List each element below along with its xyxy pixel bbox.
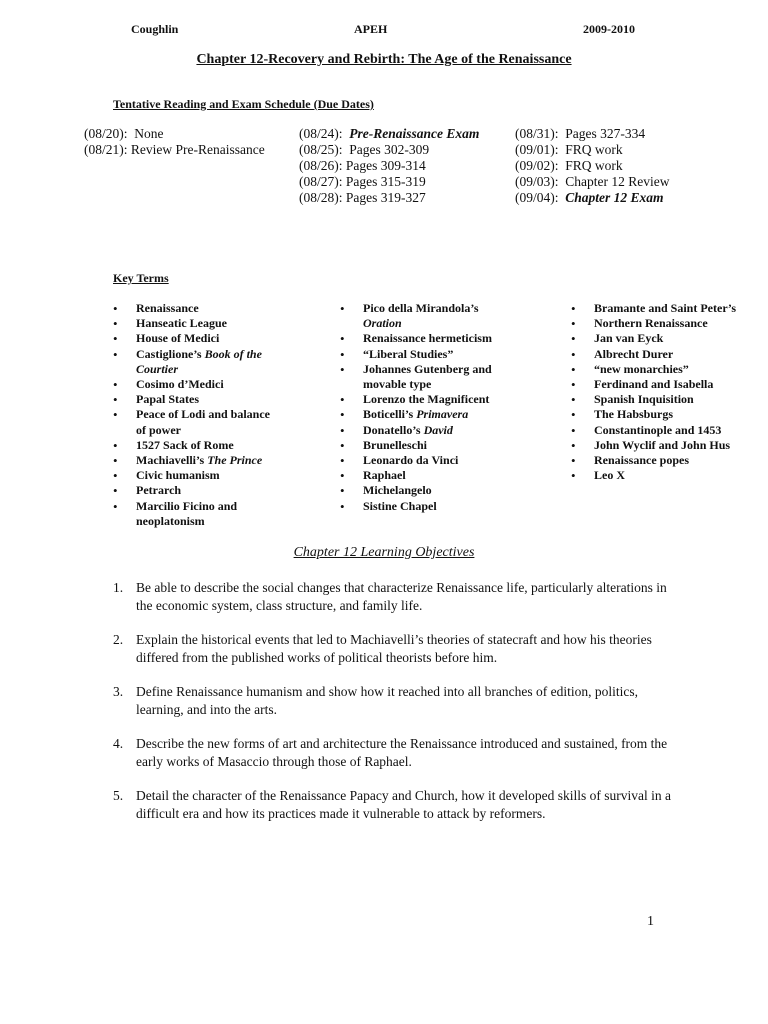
key-term: • Leo X bbox=[569, 468, 739, 483]
key-term: • “new monarchies” bbox=[569, 362, 739, 377]
key-term: • The Habsburgs bbox=[569, 407, 739, 422]
schedule-entry: (08/21): Review Pre-Renaissance bbox=[84, 142, 265, 157]
key-term: • Constantinople and 1453 bbox=[569, 423, 739, 438]
key-term: • Marcilio Ficino and neoplatonism bbox=[111, 499, 281, 529]
key-term: • Michelangelo bbox=[338, 483, 518, 498]
key-term: • Boticelli’s Primavera bbox=[338, 407, 518, 422]
key-term: • Brunelleschi bbox=[338, 438, 518, 453]
schedule-entry: (08/27): Pages 315-319 bbox=[299, 174, 426, 189]
objective-item: 1. Be able to describe the social changes that characterize Renaissance life, particularly alterations in the economic system, class structure, and family life. bbox=[113, 580, 667, 613]
schedule-entry: (08/28): Pages 319-327 bbox=[299, 190, 426, 205]
key-term: • Machiavelli’s The Prince bbox=[111, 453, 281, 468]
key-term: • Johannes Gutenberg and movable type bbox=[338, 362, 518, 392]
key-term: • Hanseatic League bbox=[111, 316, 281, 331]
key-terms-column-2 bbox=[338, 301, 518, 514]
key-term: • Civic humanism bbox=[111, 468, 281, 483]
key-term: • “Liberal Studies” bbox=[338, 347, 518, 362]
header-year: 2009-2010 bbox=[583, 22, 635, 36]
objective-item: 5. Detail the character of the Renaissance Papacy and Church, how it developed skills of survival in a difficult era and how its practices made it vulnerable to attack by reformers. bbox=[113, 788, 671, 821]
objective-item: 4. Describe the new forms of art and architecture the Renaissance introduced and sustained, from the early works of Masaccio through those of Raphael. bbox=[113, 736, 668, 769]
key-term: • Renaissance bbox=[111, 301, 281, 316]
key-term: • Raphael bbox=[338, 468, 518, 483]
key-term: • Renaissance popes bbox=[569, 453, 739, 468]
header-author: Coughlin bbox=[131, 22, 179, 36]
schedule-entry: (08/31): Pages 327-334 bbox=[515, 126, 646, 141]
key-term: • Bramante and Saint Peter’s bbox=[569, 301, 739, 316]
schedule-entry: (09/02): FRQ work bbox=[515, 158, 623, 173]
schedule-column-2 bbox=[299, 126, 479, 206]
exam-label: Pre-Renaissance Exam bbox=[349, 126, 480, 141]
schedule-column-1 bbox=[84, 126, 265, 158]
page-number: 1 bbox=[647, 914, 654, 929]
key-terms-column-3 bbox=[569, 301, 739, 483]
objective-item: 3. Define Renaissance humanism and show how it reached into all branches of edition, politics, learning, and into the arts. bbox=[113, 684, 638, 717]
key-term: • Northern Renaissance bbox=[569, 316, 739, 331]
key-terms-column-1 bbox=[111, 301, 281, 529]
key-term: • Papal States bbox=[111, 392, 281, 407]
schedule-entry: (09/03): Chapter 12 Review bbox=[515, 174, 670, 189]
key-terms-heading: Key Terms bbox=[113, 271, 169, 285]
key-term: • Castiglione’s Book of the Courtier bbox=[111, 347, 281, 377]
schedule-entry: (09/04): Chapter 12 Exam bbox=[515, 190, 664, 205]
key-term: • 1527 Sack of Rome bbox=[111, 438, 281, 453]
key-term: • Renaissance hermeticism bbox=[338, 331, 518, 346]
key-term: • Jan van Eyck bbox=[569, 331, 739, 346]
key-term: • Petrarch bbox=[111, 483, 281, 498]
key-term: • Sistine Chapel bbox=[338, 499, 518, 514]
schedule-heading: Tentative Reading and Exam Schedule (Due Dates) bbox=[113, 97, 374, 111]
key-term: • Spanish Inquisition bbox=[569, 392, 739, 407]
objective-item: 2. Explain the historical events that led to Machiavelli’s theories of statecraft and how his theories differed from the published works of political theorists before him. bbox=[113, 632, 652, 665]
key-term: • Leonardo da Vinci bbox=[338, 453, 518, 468]
page-title: Chapter 12-Recovery and Rebirth: The Age of the Renaissance bbox=[196, 52, 572, 67]
key-term: • Lorenzo the Magnificent bbox=[338, 392, 518, 407]
key-term: • House of Medici bbox=[111, 331, 281, 346]
schedule-entry: (08/20): None bbox=[84, 126, 164, 141]
exam-label: Chapter 12 Exam bbox=[565, 190, 664, 205]
key-term: • Donatello’s David bbox=[338, 423, 518, 438]
header-course: APEH bbox=[354, 22, 388, 36]
schedule-column-3 bbox=[515, 126, 669, 206]
objectives-list bbox=[113, 579, 673, 839]
key-term: • Peace of Lodi and balance of power bbox=[111, 407, 281, 437]
objectives-heading: Chapter 12 Learning Objectives bbox=[293, 545, 475, 560]
schedule-entry: (08/26): Pages 309-314 bbox=[299, 158, 426, 173]
key-term: • Ferdinand and Isabella bbox=[569, 377, 739, 392]
key-term: • Albrecht Durer bbox=[569, 347, 739, 362]
key-term: • Pico della Mirandola’s Oration bbox=[338, 301, 518, 331]
schedule-entry: (09/01): FRQ work bbox=[515, 142, 623, 157]
schedule-entry: (08/24): Pre-Renaissance Exam bbox=[299, 126, 480, 141]
key-term: • John Wyclif and John Hus bbox=[569, 438, 739, 453]
schedule-entry: (08/25): Pages 302-309 bbox=[299, 142, 430, 157]
key-term: • Cosimo d’Medici bbox=[111, 377, 281, 392]
